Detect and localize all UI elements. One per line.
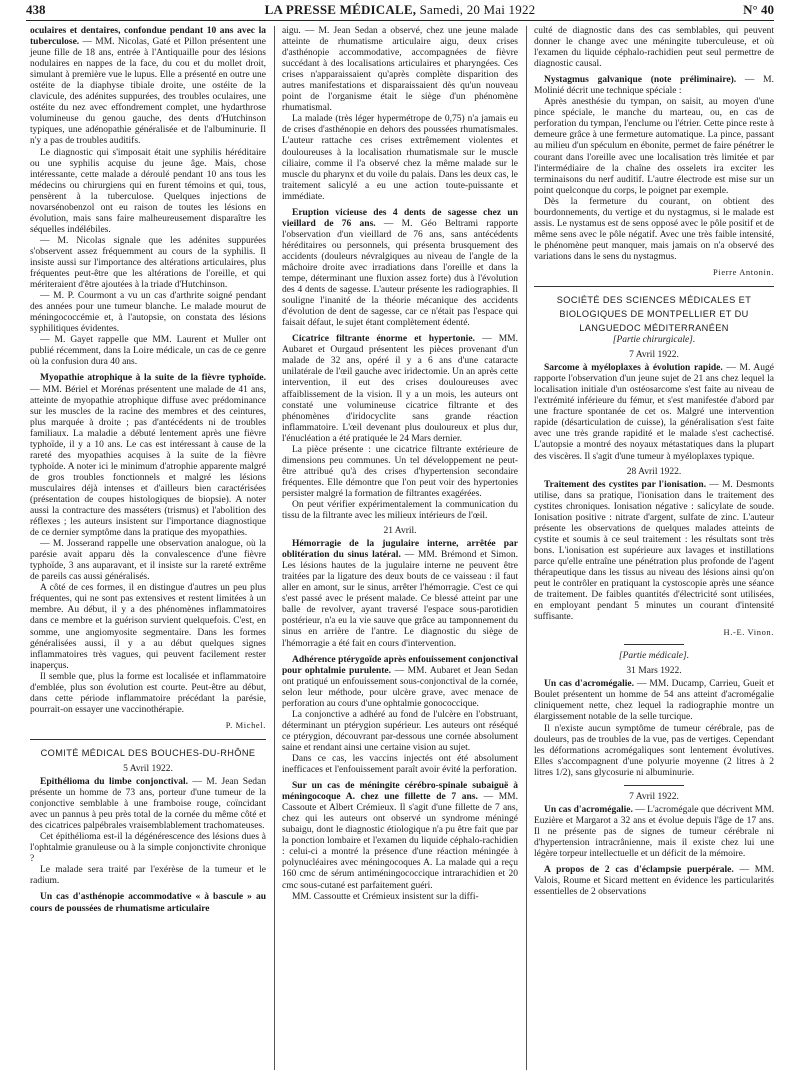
- column-divider: [274, 26, 275, 1070]
- session-date: 5 Avril 1922.: [123, 763, 173, 774]
- article-paragraph: Après anesthésie du tympan, on saisit, au moyen d'une pince spéciale, le manche du marteau, ou, en cas de perforation du tympan, l'enclume ou l'étrier. Cette pince reste à demeure grâce à une fermeture automatique. La pince, passant au milieu d'un spéculum en ébonite, permet de faire pénétrer le courant dans l'oreille avec une localisation très limitée et par l'intermédiaire de la chaîne des osselets ira exciter les terminaisons du nerf auditif. L'autre électrode est mise sur un point quelconque du corps, le poignet par exemple.: [534, 97, 774, 196]
- section-heading: SOCIÉTÉ DES SCIENCES MÉDICALES ET BIOLOGIQUES DE MONTPELLIER ET DU LANGUEDOC MÉDITERRANÉEN: [556, 295, 752, 334]
- section-heading: COMITÉ MÉDICAL DES BOUCHES-DU-RHÔNE: [40, 747, 256, 758]
- section-rule: [624, 785, 684, 786]
- issue-date: Samedi, 20 Mai 1922: [419, 2, 536, 17]
- session-date: 7 Avril 1922.: [629, 791, 679, 802]
- article-paragraph: — M. Nicolas signale que les adénites suppurées s'observent assez fréquemment au cours de la syphilis. Il insiste aussi sur l'importance des altérations articulaires, plus fréquentes peut-être que les altérations de l'oreille, et qui mériteraient d'être ajoutées à la triade d'Hutchinson.: [30, 235, 266, 291]
- column-3: [534, 26, 774, 898]
- article-paragraph: Le malade sera traité par l'exérèse de la tumeur et le radium.: [30, 865, 266, 887]
- article-paragraph: Cet épithélioma est-il la dégénérescence des lésions dues à l'ophtalmie granuleuse ou à la simple conjonctivite chronique ?: [30, 832, 266, 865]
- article-paragraph: aigu. — M. Jean Sedan a observé, chez une jeune malade atteinte de rhumatisme articulaire aigu, deux crises d'asthénopie accommodative, accompagnées de fièvre succédant à des localisations articulaires et pharyngées. Ces crises n'apparaissaient qu'après complète disparition des autres manifestations et disparaissaient dès qu'un nouveau point de l'organisme était le siège d'un phénomène rhumatismal.: [282, 26, 518, 114]
- author-signature: Pierre Antonin.: [713, 266, 774, 277]
- article-paragraph: — M. P. Courmont a vu un cas d'arthrite soigné pendant des années pour une tumeur blanche. Le malade mourut de méningococcémie et, à l'autopsie, on constata des lésions syphilitiques évidentes.: [30, 291, 266, 335]
- article-paragraph: — M. Josserand rappelle une observation analogue, où la parésie avait apparu dès la convalescence d'une fièvre typhoïde, 3 ans auparavant, et il insiste sur la rareté extrême de pareils cas aussi généralisés.: [30, 539, 266, 583]
- article-paragraph: Le diagnostic qui s'imposait était une syphilis héréditaire ou une syphilis acquise du jeune âge. Mais, chose intéressante, cette malade a déroulé pendant 10 ans tous les médecins ou chirurgiens qui en furent témoins et qui, tous, pensèrent à la tuberculose. Quelques injections de novarsénobenzol ont eu raison de toutes les lésions en évolution, mais sans faire malheureusement disparaître les séquelles indélébiles.: [30, 147, 266, 235]
- page-number: 438: [26, 2, 46, 17]
- article-paragraph: MM. Cassoutte et Crémieux insistent sur la diffi-: [292, 891, 479, 902]
- article-paragraph: Sur un cas de méningite cérébro-spinale subaiguë à méningocoque A. chez une fillette de 7 ans. — MM. Cassoute et Albert Crémieux. Il s'agit d'une fillette de 7 ans, chez qui les auteurs ont observé un syndrome méningé subaigu, dont le diagnostic étiologique n'a pu être fait que par la ponction lombaire et l'examen du liquide céphalo-rachidien : celui-ci a montré la présence d'une réaction méningée à polynucléaires avec méningocoques A. La malade qui a reçu 160 cmc de sérum antiméningococcique intrarachidien et 20 cmc sous-cutané est parfaitement guéri.: [282, 781, 518, 891]
- section-rule: [624, 644, 684, 645]
- article-paragraph: culté de diagnostic dans des cas semblables, qui peuvent donner le change avec une méningite tuberculeuse, et où l'examen du liquide céphalo-rachidien peut seul permettre de diagnostic causal.: [534, 26, 774, 70]
- article-paragraph: A propos de 2 cas d'éclampsie puerpérale. — MM. Valois, Roume et Sicard mettent en évidence les particularités essentielles de 2 observations: [534, 865, 774, 898]
- article-paragraph: Nystagmus galvanique (note préliminaire). — M. Molinié décrit une technique spéciale :: [534, 75, 775, 97]
- article-paragraph: Il semble que, plus la forme est localisée et inflammatoire d'emblée, plus son évolution est courte. Peut-être au début, dans cette période inflammatoire précédant la parésie, pourrait-on essayer une vaccinothérapie.: [30, 671, 266, 715]
- article-paragraph: Un cas d'acromégalie. — L'acromégale que décrivent MM. Euzière et Margarot a 32 ans et évolue depuis l'âge de 17 ans. Il ne présente pas de signes de tumeur cérébrale ni d'hypertension intracrânienne, mais il existe chez lui une légère torpeur intellectuelle et un déficit de la mémoire.: [534, 804, 775, 859]
- article-paragraph: La conjonctive a adhéré au fond de l'ulcère en l'obstruant, déterminant un ptérygion supérieur. Les auteurs ont réséqué ce ptérygion, découvrant par-dessous une cornée absolument saine et rendant ainsi une certaine vision au sujet.: [282, 709, 518, 753]
- author-signature: P. Michel.: [225, 719, 266, 730]
- section-subheading: [Partie chirurgicale].: [612, 335, 696, 346]
- article-paragraph: A côté de ces formes, il en distingue d'autres un peu plus fréquentes, qui ne sont pas extensives et restent limitées à un membre. Au début, il y a des phénomènes inflammatoires dans ce membre et la guérison survient quelquefois. C'est, en somme, une angiomyosite segmentaire. Dans les formes généralisées aussi, il y a au début quelques signes inflammatoires très vagues, qui peuvent facilement rester inaperçus.: [30, 583, 266, 671]
- article-paragraph: Myopathie atrophique à la suite de la fièvre typhoïde. — MM. Bériel et Morénas présentent une malade de 41 ans, atteinte de myopathie atrophique diffuse avec prédominance sur les muscles de la racine des membres et des ceintures, plus marquée à droite ; pas d'antécédents ni de troubles familiaux. La maladie a débuté lentement après une fièvre typhoïde, il y a 10 ans. Le cas est intéressant à cause de la rareté des myopathies acquises à la suite de la fièvre typhoïde. A noter ici le minimum d'atrophie apparente malgré de gros troubles fonctionnels et malgré les lésions musculaires déjà intenses et d'ailleurs bien caractérisées (présentation de coupes histologiques de biopsie). A noter aussi la contracture des masséters (trismus) et l'abolition des réflexes ; les auteurs insistent sur l'importance diagnostique de ce dernier symptôme dans la pratique des myopathies.: [30, 373, 266, 539]
- column-2: [282, 26, 518, 903]
- article-paragraph: Dès la fermeture du courant, on obtient des bourdonnements, du vertige et du nystagmus, si le malade est assis. Le nystamus est de sens opposé avec le pôle positif et de même sens avec le pôle négatif. Avec une très faible intensité, le phénomène peut manquer, mais jamais on n'a observé des variations dans le sens du nystagmus.: [534, 196, 774, 262]
- session-date: 31 Mars 1922.: [626, 666, 682, 677]
- issue-number: N° 40: [743, 2, 774, 17]
- page-header: [26, 0, 774, 20]
- column-divider: [526, 26, 527, 1070]
- article-paragraph: Traitement des cystites par l'ionisation. — M. Desmonts utilise, dans sa pratique, l'ionisation dans le traitement des cystites chroniques. Ionisation négative : salicylate de soude. Ionisation positive : nitrate d'argent, sulfate de zinc. L'auteur présente les observations de quelques malades atteints de cystite et soumis à ce seul traitement : les résultats sont très bons. L'ionisation est supérieure aux lavages et instillations parce qu'elle entraîne une pénétration plus profonde de l'agent thérapeutique dans les tissus au niveau des lésions ainsi qu'on peut le contrôler en pratiquant la cystoscopie après une séance de traitement. De faibles quantités d'électricité sont utilisées, en employant pendant 5 minutes un courant d'intensité suffisante.: [534, 479, 775, 623]
- article-paragraph: La malade (très léger hypermétrope de 0,75) n'a jamais eu de crises d'asthénopie en dehors des poussées rhumatismales. L'auteur rattache ces crises extrêmement violentes et douloureuses à la localisation rhumatismale sur le muscle ciliaire, comme il l'a observé chez la même malade sur le muscle du pharynx et du voile du palais. Dans les deux cas, le traitement salicylé a eu une action toute-puissante et immédiate.: [282, 114, 518, 202]
- article-paragraph: oculaires et dentaires, confondue pendant 10 ans avec la tuberculose. — MM. Nicolas, Gaté et Pillon présentent une jeune fille de 18 ans, entrée à l'Antiquaille pour des lésions nodulaires en nappes de la face, du cou et du mollet droit, simulant à première vue le lupus. Elle a présenté en outre une ostéite de la diaphyse tibiale droite, une ostéite de la clavicule, des adénites suppurées, des troubles oculaires, une ostéite du nez avec effondrement complet, une hydarthrose volumineuse du genou gauche, des dents d'Hutchinson typiques, une adénopathie généralisée et de l'albuminurie. Il n'y a pas de troubles auditifs.: [30, 26, 266, 147]
- article-paragraph: Cicatrice filtrante énorme et hypertonie. — MM. Aubaret et Ourgaud présentent les pièces provenant d'un malade de 32 ans, opéré il y a 6 ans d'une cataracte unilatérale de l'œil gauche avec iridectomie. Un an après cette intervention, il eut des crises douloureuses avec affaiblissement de la vision. Il y a un mois, les auteurs ont constaté une volumineuse cicatrice filtrante et des phénomènes d'iridocyclite sans grande réaction inflammatoire. L'œil devenant plus douloureux et plus dur, l'énucléation a été pratiquée le 24 Mars dernier.: [282, 334, 518, 444]
- article-paragraph: La pièce présente : une cicatrice filtrante extérieure de dimensions peu communes. Un tel développement ne peut-être attribué qu'à des crises d'hypertension secondaire fréquentes. Elle démontre que l'on peut voir des hypertonies persister malgré la formation de filtrantes exagérées.: [282, 444, 518, 499]
- section-rule: [534, 286, 774, 287]
- author-signature: H.-E. Vinon.: [723, 627, 774, 638]
- article-paragraph: Epithélioma du limbe conjonctival. — M. Jean Sedan présente un homme de 73 ans, porteur d'une tumeur de la conjonctive semblable à une framboise rouge, coïncidant avec un pannus à peu près total de la cornée du même côté et des cicatrices palpébrales vraisemblablement trachomateuses.: [30, 777, 267, 832]
- session-date: 28 Avril 1922.: [626, 466, 682, 477]
- article-paragraph: Adhérence ptérygoïde après enfouissement conjonctival pour ophtalmie purulente. — MM. Aubaret et Jean Sedan ont pratiqué un enfouissement sous-conjonctival de la cornée, selon leur méthode, pour ulcère grave, avec menace de perforation au cours d'une ophtalmie gonococcique.: [282, 654, 519, 709]
- article-paragraph: Hémorragie de la jugulaire interne, arrêtée par oblitération du sinus latéral. — MM. Brémond et Simon. Les lésions hautes de la jugulaire interne ne peuvent être traitées par la ligature des deux bouts de ce vaisseau : il faut aller en amont, sur le sinus, arrêter l'hémorragie. C'est ce qui s'est passé avec le présent malade. Ce blessé atteint par une balle de revolver, ayant traversé l'espace sous-parotidien postérieur, n'a eu la vie sauve que grâce au tamponnement du sinus en arrière de l'antre. Le diagnostic du siège de l'hémorragie a été fait en cours d'intervention.: [282, 539, 519, 649]
- article-paragraph: Dans ce cas, les vaccins injectés ont été absolument inefficaces et l'enfouissement paraît avoir évité la perforation.: [282, 754, 518, 776]
- article-paragraph: — M. Gayet rappelle que MM. Laurent et Muller ont publié récemment, dans la Loire médicale, un cas de ce genre où la confusion dura 40 ans.: [30, 335, 266, 368]
- section-subheading: [Partie médicale].: [618, 651, 690, 662]
- journal-title: [26, 0, 774, 20]
- article-paragraph: Eruption vicieuse des 4 dents de sagesse chez un vieillard de 76 ans. — M. Géo Beltrami rapporte l'observation d'un vieillard de 76 ans, sans antécédents héréditaires ou personnels, qui présenta brusquement des accidents (douleurs névralgiques au niveau de l'angle de la mâchoire droite avec irradiations dans l'oreille et dans la tempe, déterminant une fluxion assez forte) dus à l'évolution des 4 dents de sagesse. L'auteur présente les radiographies. Il souligne l'inanité de la théorie mécanique des accidents d'évolution de dent de sagesse, car ce n'était pas l'espace qui faisait défaut, le sujet étant complètement édenté.: [282, 207, 518, 329]
- article-paragraph: Il n'existe aucun symptôme de tumeur cérébrale, pas de douleurs, pas de troubles de la vue, pas de vertiges. Cependant les déformations acromégaliques sont lentement évolutives. Elles s'accompagnent d'une polyurie moyenne (2 litres à 2 litres 1/2), sans glycosurie ni albuminurie.: [534, 723, 774, 778]
- column-1: [30, 26, 266, 915]
- article-paragraph: Un cas d'acromégalie. — MM. Ducamp, Carrieu, Gueit et Boulet présentent un homme de 54 ans atteint d'acromégalie cliniquement nette, chez lequel la radiographie montre un élargissement notable de la selle turcique.: [534, 679, 775, 723]
- journal-name: LA PRESSE MÉDICALE,: [264, 2, 417, 17]
- section-rule: [30, 739, 266, 740]
- article-title: Un cas d'asthénopie accommodative « à bascule » au cours de poussées de rhumatisme articulaire: [30, 892, 266, 914]
- header-rule: [26, 20, 774, 21]
- session-date: 7 Avril 1922.: [629, 350, 679, 361]
- article-paragraph: Sarcome à myéloplaxes à évolution rapide. — M. Augé rapporte l'observation d'un jeune sujet de 21 ans chez lequel la localisation initiale d'un ostéosarcome s'est faite au niveau de l'extrémité inférieure du fémur, et s'est manifestée d'abord par une fracture spontanée de cet os. Malgré une intervention rapide (désarticulation de cuisse), la généralisation s'est faite avec une très grande rapidité et le malade s'est cachectisé. L'autopsie a montré des noyaux métastatiques dans la plupart des viscères. Il s'agit d'une tumeur à myéloplaxes typique.: [534, 363, 775, 462]
- article-paragraph: On peut vérifier expérimentalement la communication du tissu de la filtrante avec les milieux intérieurs de l'œil.: [282, 499, 518, 522]
- session-date: 21 Avril.: [383, 526, 417, 537]
